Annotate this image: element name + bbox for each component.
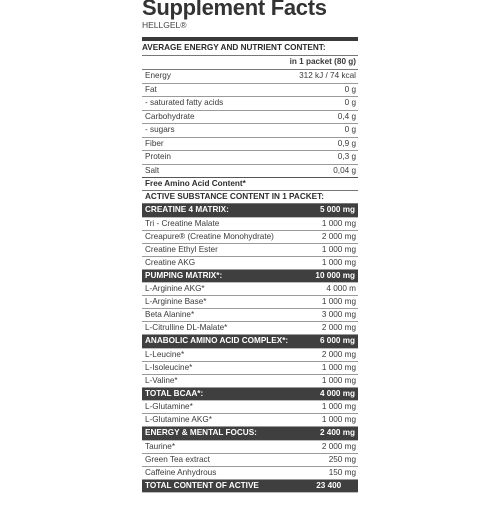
row-label: Creatine Ethyl Ester [145, 244, 218, 254]
ingredient-row [142, 401, 358, 414]
ingredient-row [142, 309, 358, 322]
row-value: 0,3 g [337, 152, 356, 161]
row-value: 0,4 g [337, 111, 356, 121]
serving-size-label: in 1 packet (80 g) [289, 57, 356, 67]
row-label: L-Isoleucine* [145, 362, 193, 372]
row-value: 1 000 mg [321, 218, 356, 228]
ingredient-row [142, 296, 358, 309]
group-header [142, 388, 358, 402]
page-title: Supplement Facts [142, 0, 327, 20]
group-name: ANABOLIC AMINO ACID COMPLEX*: [145, 336, 289, 345]
free-amino-acid-note: Free Amino Acid Content* [142, 178, 358, 191]
nutrition-row [142, 124, 358, 138]
group-header [142, 427, 358, 441]
row-label: L-Glutamine* [145, 402, 193, 411]
brand-name: HELLGEL® [142, 20, 187, 30]
group-total: 10 000 mg [315, 270, 355, 280]
total-label: TOTAL CONTENT OF ACTIVE SUBSTANCES: [145, 480, 259, 502]
row-label: Fat [145, 84, 157, 94]
nutrition-heading: AVERAGE ENERGY AND NUTRIENT CONTENT: [142, 43, 326, 52]
row-value: 1 000 mg [321, 244, 356, 254]
row-label: Salt [145, 165, 160, 175]
row-value: 1 000 mg [321, 415, 356, 424]
row-label: Beta Alanine* [145, 310, 195, 319]
row-label: - saturated fatty acids [145, 98, 224, 107]
row-value: 1 000 mg [321, 375, 356, 385]
ingredient-row [142, 322, 358, 335]
group-total: 2 400 mg [319, 428, 355, 437]
row-value: 4 000 m [326, 284, 356, 293]
ingredient-row [142, 257, 358, 270]
row-label: L-Citrulline DL-Malate* [145, 323, 228, 332]
row-label: Protein [145, 152, 171, 161]
row-value: 1 000 mg [321, 402, 356, 411]
group-name: ENERGY & MENTAL FOCUS: [145, 428, 257, 437]
active-substance-heading: ACTIVE SUBSTANCE CONTENT IN 1 PACKET: [142, 191, 358, 204]
row-label: L-Valine* [145, 375, 178, 385]
row-label: Carbohydrate [145, 111, 195, 121]
group-name: CREATINE 4 MATRIX: [145, 205, 229, 214]
row-label: Tri - Creatine Malate [145, 218, 220, 228]
row-label: L-Glutamine AKG* [145, 415, 212, 424]
ingredient-row [142, 283, 358, 296]
row-label: Creapure® (Creatine Monohydrate) [145, 231, 274, 241]
row-value: 312 kJ / 74 kcal [299, 71, 356, 80]
nutrition-row [142, 151, 358, 165]
nutrition-row [142, 165, 358, 179]
group-total: 4 000 mg [319, 388, 355, 398]
serving-column-header [142, 56, 358, 70]
nutrition-row [142, 138, 358, 152]
ingredient-row [142, 454, 358, 467]
nutrition-table [142, 70, 358, 178]
row-value: 0,04 g [333, 165, 356, 175]
row-label: Taurine* [145, 441, 176, 451]
row-value: 150 mg [328, 467, 356, 477]
row-value: 2 000 mg [321, 323, 356, 332]
group-name: PUMPING MATRIX*: [145, 270, 223, 280]
total-active-substances [142, 480, 358, 502]
ingredient-row [142, 244, 358, 257]
nutrition-row [142, 97, 358, 111]
nutrition-row [142, 84, 358, 98]
row-value: 0 g [344, 84, 356, 94]
group-header [142, 270, 358, 284]
supplement-facts-panel [142, 0, 358, 502]
row-value: 3 000 mg [321, 310, 356, 319]
ingredient-row [142, 231, 358, 244]
ingredient-row [142, 349, 358, 362]
row-value: 2 000 mg [321, 349, 356, 359]
row-value: 1 000 mg [321, 257, 356, 267]
ingredient-row [142, 362, 358, 375]
ingredient-row [142, 414, 358, 427]
nutrition-row [142, 111, 358, 125]
ingredient-row [142, 375, 358, 388]
ingredient-row [142, 218, 358, 231]
row-value: 0,9 g [337, 138, 356, 148]
row-label: L-Arginine AKG* [145, 284, 205, 293]
ingredient-row [142, 441, 358, 454]
row-value: 1 000 mg [321, 362, 356, 372]
group-total: 6 000 mg [319, 336, 355, 345]
nutrition-row [142, 70, 358, 84]
row-value: 0 g [344, 98, 356, 107]
group-header [142, 204, 358, 218]
row-label: L-Leucine* [145, 349, 185, 359]
row-label: Energy [145, 71, 171, 80]
ingredient-row [142, 467, 358, 480]
row-label: - sugars [145, 125, 175, 134]
row-label: L-Arginine Base* [145, 297, 207, 306]
row-value: 2 000 mg [321, 231, 356, 241]
row-value: 250 mg [328, 454, 356, 464]
row-value: 2 000 mg [321, 441, 356, 451]
group-name: TOTAL BCAA*: [145, 388, 204, 398]
group-header [142, 335, 358, 349]
row-label: Green Tea extract [145, 454, 210, 464]
row-label: Fiber [145, 138, 164, 148]
total-value: 23 400 mg [316, 480, 342, 502]
row-value: 0 g [344, 125, 356, 134]
row-label: Caffeine Anhydrous [145, 467, 217, 477]
group-total: 5 000 mg [319, 205, 355, 214]
row-label: Creatine AKG [145, 257, 196, 267]
row-value: 1 000 mg [321, 297, 356, 306]
